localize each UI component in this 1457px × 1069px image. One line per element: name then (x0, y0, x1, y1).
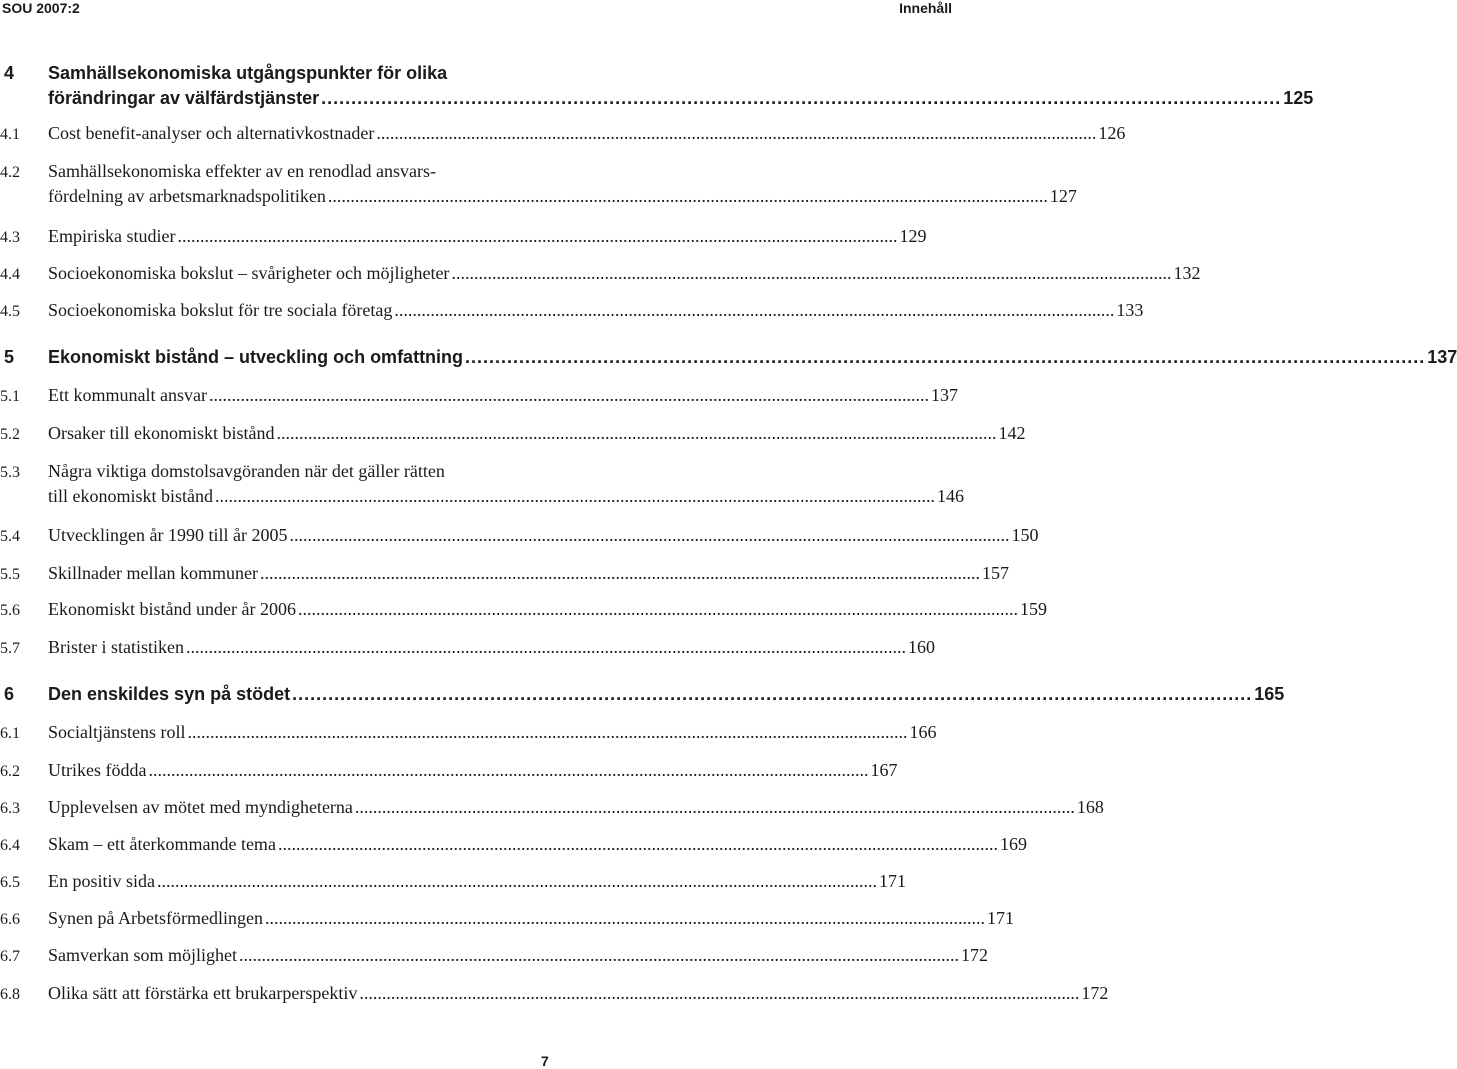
dot-leader (215, 484, 935, 509)
dot-leader (328, 184, 1048, 209)
toc-entry-number: 5.7 (0, 640, 20, 657)
toc-entry-page-number: 171 (986, 908, 1014, 928)
dot-leader (394, 298, 1114, 323)
toc-entry-title: Samverkan som möjlighet (48, 945, 237, 965)
toc-entry-page-number: 172 (1081, 983, 1109, 1003)
toc-entry-number: 6 (4, 684, 15, 704)
toc-entry-number: 5.5 (0, 566, 20, 583)
toc-entry-number: 6.4 (0, 837, 20, 854)
toc-entry-leader-line (48, 869, 906, 894)
toc-section-entry[interactable] (0, 121, 1126, 147)
dot-leader (157, 869, 877, 894)
toc-entry-page-number: 168 (1076, 797, 1104, 817)
dot-leader (298, 597, 1018, 622)
toc-entry-page-number: 171 (879, 871, 906, 891)
toc-entry-body (48, 720, 936, 745)
toc-entry-body (48, 421, 1025, 446)
toc-entry-number: 5.1 (0, 388, 20, 405)
toc-section-entry[interactable] (0, 869, 906, 895)
toc-section-entry[interactable] (0, 981, 1109, 1007)
toc-entry-body (48, 261, 1200, 286)
toc-section-entry[interactable] (0, 383, 958, 409)
toc-section-entry[interactable] (0, 906, 1014, 932)
toc-section-entry[interactable] (0, 421, 1026, 447)
toc-entry-title: Socioekonomiska bokslut – svårigheter och möjligheter (48, 263, 450, 283)
dot-leader (292, 682, 1252, 707)
toc-entry-leader-line (48, 832, 1027, 857)
toc-entry-number: 5.3 (0, 464, 20, 481)
toc-entry-title: Den enskildes syn på stödet (48, 684, 291, 704)
toc-entry-page-number: 127 (1049, 186, 1077, 206)
toc-entry-title: En positiv sida (48, 871, 155, 891)
toc-section-entry[interactable] (0, 720, 937, 746)
toc-entry-body (48, 869, 906, 894)
toc-chapter-entry[interactable] (0, 682, 1285, 707)
toc-entry-title-line: Samhällsekonomiska effekter av en renodlad ansvars- (48, 161, 437, 181)
toc-entry-body (48, 224, 926, 249)
toc-entry-leader-line (48, 906, 1014, 931)
toc-entry-title: Ett kommunalt ansvar (48, 385, 207, 405)
toc-section-entry[interactable] (0, 561, 1009, 587)
toc-entry-leader-line (48, 224, 926, 249)
toc-entry-body (48, 906, 1014, 931)
toc-entry-title-line: Samhällsekonomiska utgångspunkter för olika (48, 63, 448, 83)
dot-leader (276, 421, 996, 446)
toc-section-entry[interactable] (0, 523, 1039, 549)
toc-entry-body (48, 345, 1457, 370)
toc-entry-leader-line (48, 943, 988, 968)
toc-entry-body (48, 682, 1284, 707)
dot-leader (376, 121, 1096, 146)
dot-leader (148, 758, 868, 783)
toc-entry-title: Ekonomiskt bistånd under år 2006 (48, 599, 296, 619)
toc-entry-leader-line (48, 758, 897, 783)
toc-entry-title: Utrikes födda (48, 760, 147, 780)
toc-entry-page-number: 129 (899, 226, 927, 246)
toc-entry-number: 4.4 (0, 266, 20, 283)
toc-entry-title: Utvecklingen år 1990 till år 2005 (48, 525, 288, 545)
toc-entry-leader-line (48, 421, 1025, 446)
toc-section-entry[interactable] (0, 459, 964, 509)
toc-entry-leader-line (48, 298, 1143, 323)
running-header-right: Innehåll (899, 0, 952, 16)
dot-leader (260, 561, 980, 586)
toc-entry-body (48, 795, 1104, 820)
toc-entry-number: 4.5 (0, 303, 20, 320)
toc-entry-number: 5.6 (0, 602, 20, 619)
toc-entry-number: 5.4 (0, 528, 20, 545)
toc-entry-page-number: 137 (930, 385, 958, 405)
dot-leader (289, 523, 1009, 548)
toc-entry-leader-line (48, 682, 1284, 707)
toc-entry-leader-line (48, 484, 964, 509)
toc-entry-page-number: 142 (998, 423, 1026, 443)
toc-entry-number: 6.7 (0, 948, 20, 965)
dot-leader (355, 795, 1075, 820)
toc-entry-title: Socialtjänstens roll (48, 722, 186, 742)
dot-leader (177, 224, 897, 249)
toc-entry-title: Brister i statistiken (48, 637, 184, 657)
toc-entry-body (48, 561, 1009, 586)
dot-leader (465, 345, 1425, 370)
dot-leader (359, 981, 1079, 1006)
toc-chapter-entry[interactable] (0, 61, 1314, 111)
toc-section-entry[interactable] (0, 795, 1104, 821)
toc-entry-page-number: 132 (1173, 263, 1201, 283)
toc-entry-title: Skillnader mellan kommuner (48, 563, 258, 583)
toc-entry-number: 5 (4, 347, 15, 367)
toc-entry-page-number: 150 (1011, 525, 1039, 545)
toc-entry-title: förändringar av välfärdstjänster (48, 88, 320, 108)
toc-entry-body (48, 635, 935, 660)
toc-entry-body (48, 383, 958, 408)
toc-entry-leader-line (48, 121, 1125, 146)
toc-entry-page-number: 167 (870, 760, 898, 780)
toc-chapter-entry[interactable] (0, 345, 1457, 370)
dot-leader (209, 383, 929, 408)
dot-leader (451, 261, 1171, 286)
toc-entry-title: Ekonomiskt bistånd – utveckling och omfattning (48, 347, 464, 367)
toc-entry-leader-line (48, 795, 1104, 820)
toc-entry-leader-line (48, 261, 1200, 286)
toc-section-entry[interactable] (0, 635, 935, 661)
toc-entry-page-number: 137 (1427, 347, 1457, 367)
toc-section-entry[interactable] (0, 943, 988, 969)
toc-entry-body (48, 758, 897, 783)
dot-leader (265, 906, 985, 931)
toc-section-entry[interactable] (0, 832, 1027, 858)
toc-entry-leader-line (48, 561, 1009, 586)
toc-entry-body (48, 121, 1125, 146)
toc-entry-page-number: 133 (1116, 300, 1144, 320)
page-number: 7 (541, 1053, 549, 1069)
toc-entry-body (48, 523, 1038, 548)
toc-section-entry[interactable] (0, 159, 1077, 209)
toc-entry-page-number: 166 (909, 722, 937, 742)
toc-entry-page-number: 172 (960, 945, 988, 965)
toc-section-entry[interactable] (0, 298, 1144, 324)
running-header-left: SOU 2007:2 (2, 0, 80, 16)
dot-leader (278, 832, 998, 857)
toc-entry-title: Orsaker till ekonomiskt bistånd (48, 423, 275, 443)
dot-leader (187, 720, 907, 745)
toc-entry-title: Synen på Arbetsförmedlingen (48, 908, 263, 928)
toc-entry-number: 6.2 (0, 763, 20, 780)
toc-entry-leader-line (48, 345, 1457, 370)
toc-entry-page-number: 160 (907, 637, 935, 657)
toc-entry-number: 6.8 (0, 986, 20, 1003)
toc-entry-leader-line (48, 184, 1077, 209)
toc-entry-body (48, 981, 1108, 1006)
toc-entry-page-number: 159 (1019, 599, 1047, 619)
toc-entry-number: 6.6 (0, 911, 20, 928)
toc-section-entry[interactable] (0, 597, 1047, 623)
toc-entry-page-number: 125 (1283, 88, 1314, 108)
toc-entry-title: Socioekonomiska bokslut för tre sociala företag (48, 300, 393, 320)
toc-entry-body (48, 832, 1027, 857)
toc-entry-body (48, 943, 988, 968)
toc-entry-title: Upplevelsen av mötet med myndigheterna (48, 797, 353, 817)
toc-entry-leader-line (48, 597, 1047, 622)
toc-entry-leader-line (48, 720, 936, 745)
dot-leader (239, 943, 959, 968)
toc-entry-number: 6.5 (0, 874, 20, 891)
toc-entry-number: 6.1 (0, 725, 20, 742)
toc-entry-page-number: 157 (981, 563, 1009, 583)
toc-entry-leader-line (48, 635, 935, 660)
toc-entry-number: 4.2 (0, 164, 20, 181)
toc-entry-number: 5.2 (0, 426, 20, 443)
toc-entry-leader-line (48, 523, 1038, 548)
toc-entry-page-number: 146 (937, 486, 964, 506)
toc-section-entry[interactable] (0, 758, 898, 784)
dot-leader (186, 635, 906, 660)
toc-entry-leader-line (48, 86, 1313, 111)
toc-entry-page-number: 126 (1098, 123, 1126, 143)
toc-entry-number: 4.3 (0, 229, 20, 246)
toc-entry-leader-line (48, 383, 958, 408)
dot-leader (321, 86, 1281, 111)
toc-entry-number: 4 (4, 63, 15, 83)
toc-entry-title: till ekonomiskt bistånd (48, 486, 213, 506)
toc-entry-title: Skam – ett återkommande tema (48, 834, 276, 854)
toc-entry-page-number: 169 (999, 834, 1027, 854)
toc-section-entry[interactable] (0, 224, 927, 250)
toc-entry-number: 4.1 (0, 126, 20, 143)
toc-entry-title: fördelning av arbetsmarknadspolitiken (48, 186, 326, 206)
toc-entry-title: Empiriska studier (48, 226, 176, 246)
toc-entry-body (48, 597, 1047, 622)
toc-section-entry[interactable] (0, 261, 1201, 287)
toc-entry-body (48, 61, 1313, 111)
toc-entry-title: Cost benefit-analyser och alternativkostnader (48, 123, 375, 143)
toc-entry-body (48, 298, 1143, 323)
toc-entry-body (48, 459, 964, 509)
toc-entry-leader-line (48, 981, 1108, 1006)
toc-entry-number: 6.3 (0, 800, 20, 817)
toc-entry-page-number: 165 (1254, 684, 1285, 704)
toc-entry-title: Olika sätt att förstärka ett brukarperspektiv (48, 983, 358, 1003)
toc-entry-title-line: Några viktiga domstolsavgöranden när det gäller rätten (48, 461, 445, 481)
toc-entry-body (48, 159, 1077, 209)
